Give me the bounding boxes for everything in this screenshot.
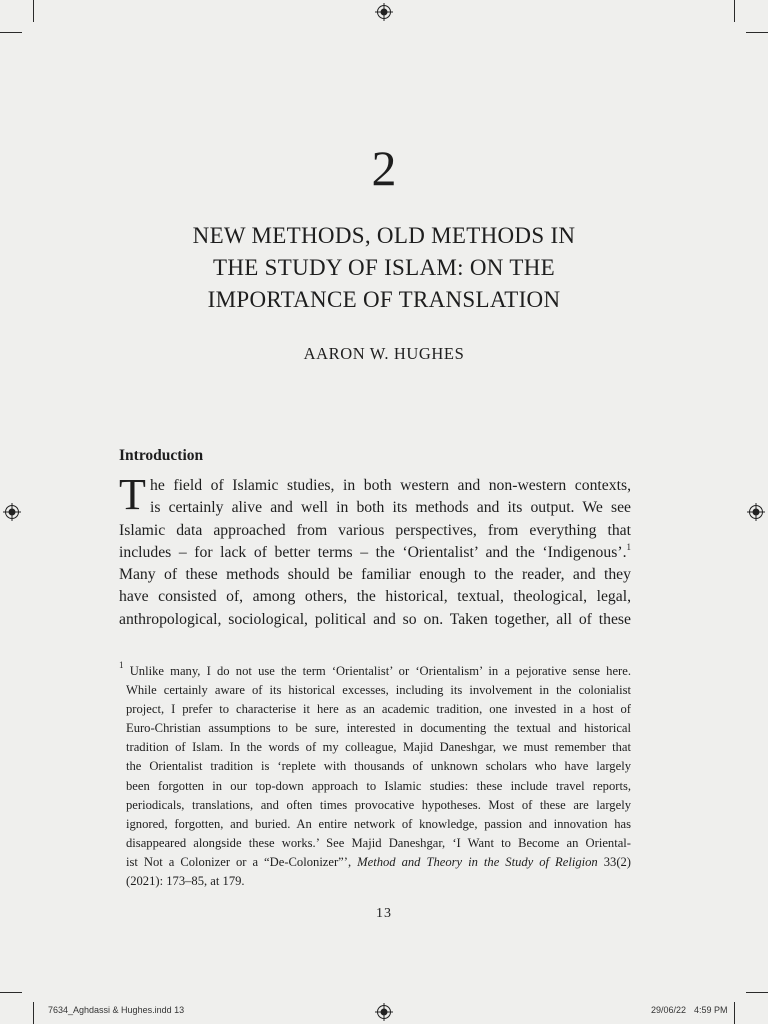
crop-mark-top-right	[734, 0, 735, 22]
footnote-line: tradition of Islam. In the words of my colleague, Majid Daneshgar, we must remember that	[126, 740, 631, 755]
chapter-title-line: IMPORTANCE OF TRANSLATION	[207, 287, 561, 312]
chapter-title-line: NEW METHODS, OLD METHODS IN	[192, 223, 576, 248]
slug-date: 29/06/22	[651, 1005, 687, 1015]
footnote-line	[119, 853, 631, 872]
drop-cap: T	[119, 470, 146, 519]
crop-mark-top-left	[33, 0, 34, 22]
chapter-number: 2	[371, 140, 397, 196]
footnote-line: periodicals, translations, and often times provocative hypotheses. Most of these are largely	[126, 797, 631, 812]
body-line: Many of these methods should be familiar enough to the reader, and they	[119, 566, 631, 584]
footnote-line: the Orientalist tradition is ‘replete with thousands of unknown scholars who have largely	[126, 759, 631, 774]
footnote-line: ignored, forgotten, and buried. An entire network of knowledge, passion and innovation has	[126, 816, 631, 831]
body-line: have consisted of, among others, the historical, textual, theological, legal,	[119, 588, 631, 606]
slug-time: 4:59 PM	[694, 1005, 728, 1015]
footnote-line	[119, 662, 631, 681]
crop-mark-bottom-right-h	[746, 992, 768, 993]
section-heading: Introduction	[119, 447, 204, 464]
registration-mark-bottom-icon	[375, 1003, 393, 1021]
crop-mark-top-right-h	[746, 32, 768, 33]
footnote-reference[interactable]: 1	[626, 541, 631, 552]
crop-mark-top-left-h	[0, 32, 22, 33]
footnote-text: ist Not a Colonizer or a “De-Colonizer”’,	[126, 854, 352, 869]
body-line: is certainly alive and well in both its methods and its output. We see	[150, 499, 631, 517]
body-line: Islamic data approached from various perspectives, from everything that	[119, 521, 631, 539]
crop-mark-bottom-left	[33, 1002, 34, 1024]
footnote-line: While certainly aware of its historical excesses, including its involvement in the colonialist	[126, 683, 631, 698]
registration-mark-top-icon	[375, 3, 393, 21]
crop-mark-bottom-left-h	[0, 992, 22, 993]
chapter-author: AARON W. HUGHES	[303, 344, 465, 363]
registration-mark-left-icon	[3, 503, 21, 521]
footnote-line: (2021): 173–85, at 179.	[126, 874, 245, 889]
footnote-line: disappeared alongside these works.’ See Majid Daneshgar, ‘I Want to Become an Oriental-	[126, 835, 631, 850]
slug-filename: 7634_Aghdassi & Hughes.indd 13	[48, 1005, 185, 1015]
crop-mark-bottom-right	[734, 1002, 735, 1024]
footnote-text: Unlike many, I do not use the term ‘Orientalist’ or ‘Orientalism’ in a pejorative sense here.	[129, 664, 631, 678]
body-line	[119, 542, 631, 564]
footnote-marker: 1	[119, 660, 124, 670]
body-line: he field of Islamic studies, in both western and non-western contexts,	[150, 477, 631, 494]
chapter-title-line: THE STUDY OF ISLAM: ON THE	[213, 255, 555, 280]
registration-mark-right-icon	[747, 503, 765, 521]
footnote	[119, 662, 631, 891]
body-line-text: includes – for lack of better terms – the ‘Orientalist’ and the ‘Indigenous’.	[119, 543, 627, 561]
citation-volume: 33(2)	[603, 854, 631, 869]
citation-title: Method and Theory in the Study of Religion	[357, 854, 598, 869]
body-paragraph	[119, 470, 631, 631]
footnote-line: project, I prefer to characterise it here as an academic tradition, one invested in a host of	[126, 702, 631, 717]
footnote-line: been forgotten in our top-down approach to Islamic studies: these include travel reports,	[126, 778, 631, 793]
page-number: 13	[376, 906, 392, 921]
chapter-title	[100, 220, 668, 316]
body-line: anthropological, sociological, political and so on. Taken together, all of these	[119, 610, 631, 628]
footnote-line: Euro-Christian assumptions to be sure, interested in documenting the textual and historical	[126, 721, 631, 736]
